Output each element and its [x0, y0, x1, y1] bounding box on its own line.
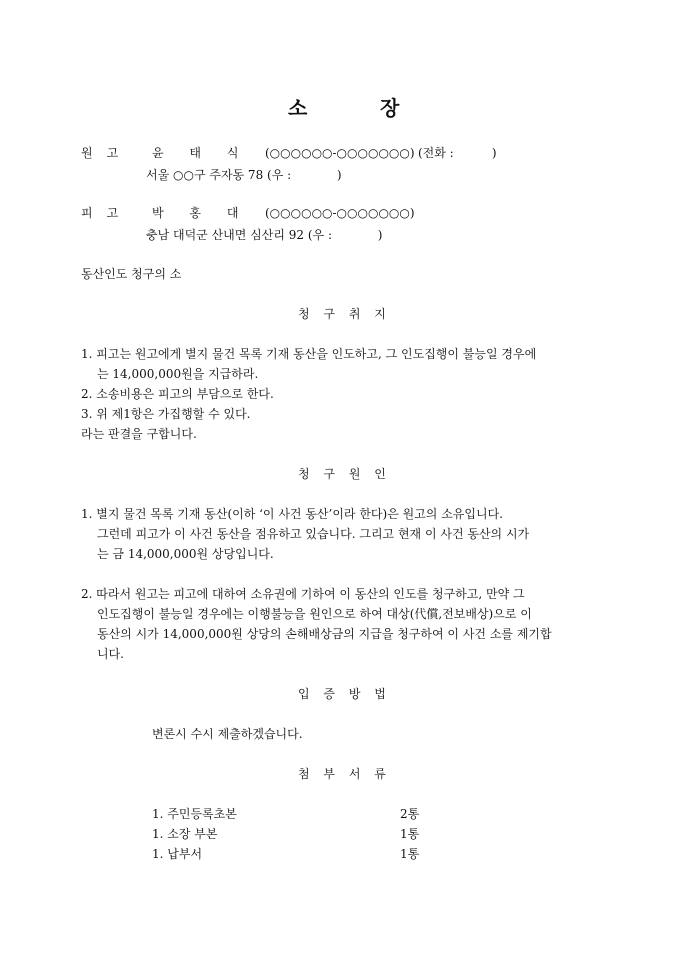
plaintiff-id-number: (○○○○○○-○○○○○○○) [265, 146, 415, 160]
attachment-item-count: 1통 [400, 847, 420, 861]
attachment-item-count: 2통 [400, 807, 420, 821]
attachment-item-name: 1. 주민등록초본 [152, 807, 237, 821]
claim-cause-line: 동산의 시가 14,000,000원 상당의 손해배상금의 지급을 청구하여 이 사건 소를 제기합 [97, 627, 552, 641]
defendant-name: 박 홍 대 [152, 206, 239, 220]
claim-purpose-line: 3. 위 제1항은 가집행할 수 있다. [81, 407, 251, 421]
claim-purpose-heading: 청 구 취 지 [298, 307, 386, 321]
evidence-heading: 입 증 방 법 [298, 687, 386, 701]
evidence-text: 변론시 수시 제출하겠습니다. [152, 727, 303, 741]
attachment-item-name: 1. 소장 부본 [152, 827, 218, 841]
claim-cause-line: 1. 별지 물건 목록 기재 동산(이하 ‘이 사건 동산’이라 한다)은 원고의 소유입니다. [81, 507, 503, 521]
claim-cause-line: 인도집행이 불능일 경우에는 이행불능을 원인으로 하여 대상(代償,전보배상)으로 이 [97, 607, 532, 621]
claim-cause-line: 그런데 피고가 이 사건 동산을 점유하고 있습니다. 그리고 현재 이 사건 동산의 시가 [97, 527, 530, 541]
case-title: 동산인도 청구의 소 [81, 267, 182, 281]
claim-purpose-line: 라는 판결을 구합니다. [81, 427, 197, 441]
document-title-2 [380, 96, 399, 120]
plaintiff-name: 윤 태 식 [152, 146, 239, 160]
title-char-1: 소 [288, 96, 308, 120]
claim-purpose-line: 1. 피고는 원고에게 별지 물건 목록 기재 동산을 인도하고, 그 인도집행이 불능일 경우에 [81, 347, 537, 361]
claim-purpose-line: 는 14,000,000원을 지급하라. [97, 367, 259, 381]
document-title [288, 96, 307, 120]
defendant-address: 충남 대덕군 산내면 심산리 92 (우 : ) [146, 228, 383, 242]
defendant-id-number: (○○○○○○-○○○○○○○) [265, 206, 415, 220]
claim-cause-line: 는 금 14,000,000원 상당입니다. [97, 547, 274, 561]
plaintiff-address: 서울 ○○구 주자동 78 (우 : ) [146, 168, 342, 182]
title-char-2: 장 [380, 96, 400, 120]
claim-cause-line: 2. 따라서 원고는 피고에 대하여 소유권에 기하여 이 동산의 인도를 청구하고, 만약 그 [81, 587, 525, 601]
plaintiff-label: 원 고 [81, 146, 119, 160]
plaintiff-phone: (전화 : ) [418, 146, 497, 160]
defendant-label: 피 고 [81, 206, 119, 220]
claim-purpose-line: 2. 소송비용은 피고의 부담으로 한다. [81, 387, 274, 401]
claim-cause-heading: 청 구 원 인 [298, 467, 386, 481]
claim-cause-line: 니다. [97, 647, 124, 661]
attachment-item-name: 1. 납부서 [152, 847, 203, 861]
attachments-heading: 첨 부 서 류 [298, 767, 386, 781]
attachment-item-count: 1통 [400, 827, 420, 841]
